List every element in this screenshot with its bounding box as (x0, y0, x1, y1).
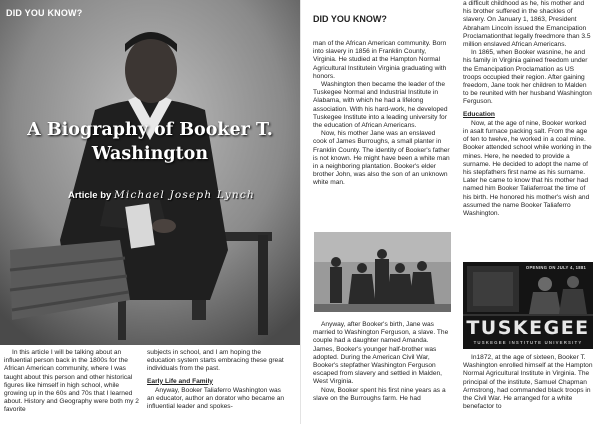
byline (68, 189, 255, 201)
left-column-1 (4, 349, 140, 415)
right-column-2 (463, 0, 593, 218)
did-you-know-kicker: DID YOU KNOW? (6, 8, 83, 18)
paragraph: Now, at the age of nine, Booker worked in asalt furnace packing salt. From the age of ten to twelve, he worked in a coal mine. Booker attended school while working in the mines. Here, he needed to provide a surname. He decided to adopt the name of his stepfathers first name as his surname. Later he came to know that his mother had named him Booker Taliaferroat the time of his birth. He honored his mother's wish and assumed the name Booker Taliaferro Washington. (463, 119, 592, 218)
poster-subtitle: TUSKEGEE INSTITUTE UNIVERSITY (473, 340, 583, 345)
paragraph: a difficult childhood as he, his mother and his brother suffered in the shackles of slavery. On January 1, 1863, President Abraham Lincoln issued the Emancipation Proclamationthat legally freedmore than 3.5 million enslaved African Americans. (463, 0, 591, 49)
title-line-1: A Biography of Booker T. (27, 120, 273, 140)
paragraph: Washington then became the leader of the Tuskegee Normal and Industrial Institute in Alabama, with which he had a lifelong association. With his hard-work, he developed Tuskegee Institute into a leading university for the education of African Americans. (313, 81, 448, 130)
did-you-know-kicker: DID YOU KNOW? (313, 14, 387, 24)
paragraph: Anyway, Booker Taliaferro Washington was an educator, author an dorator who became an influential leader and spokes- (147, 386, 285, 411)
byline-author: Michael Joseph Lynch (113, 189, 255, 201)
portrait-photo (0, 0, 300, 345)
section-heading-early-life: Early Life and Family (147, 377, 213, 385)
poster-title: TUSKEGEE (466, 317, 590, 339)
title-line-2: Washington (91, 144, 209, 164)
paragraph: Now, Booker spent his first nine years as a slave on the Burroughs farm. He had (313, 386, 446, 402)
left-column-2 (147, 349, 286, 411)
paragraph: Anyway, after Booker's birth, Jane was married to Washington Ferguson, a slave. The couple had a daughter named Amanda. James, Booker's younger half-brother was adopted. During the American Civil War, Booker's stepfather Washington Ferguson escaped from slavery and settled in Malden, West Virginia. (313, 321, 449, 386)
paragraph: man of the African American community. Born into slavery in 1856 in Franklin County, Virginia. He studied at the Hampton Normal Agricultural Institutein Virginia graduating with honors. (313, 40, 447, 80)
family-photo-illustration (314, 232, 451, 312)
byline-prefix: Article by (68, 190, 112, 201)
paragraph: Now, his mother Jane was an enslaved cook of James Burroughs, a small planter in Franklin County. The identity of Booker's father is not known. He might have been a white man in a neighboring plantation. Booker's elder brother John, was also the son of an unknown white man. (313, 130, 450, 187)
portrait-illustration (0, 0, 300, 345)
article-title (12, 118, 288, 166)
right-page (300, 0, 600, 424)
paragraph: In this article I will be talking about an influential person back in the 1800s for the African American community, where I was taught about this person and other historical figures like himself in high school, while growing up in the 60s and 70s that I learned about. History and Geography were both my 2 favorite (4, 349, 139, 414)
right-column-1 (313, 40, 451, 188)
right-column-1-continued (313, 321, 451, 403)
paragraph: In 1865, when Booker wasnine, he and his family in Virginia gained freedom under the Emancipation Proclamation as US troops occupied their region. After gaining freedom, Jane took her children to Malden to be reunited with her husband Washington Ferguson. (463, 49, 592, 106)
poster-tagline: OPENING ON JULY 4, 1881 (525, 265, 587, 270)
tuskegee-poster (463, 262, 593, 349)
paragraph: subjects in school, and I am hoping the education system starts embracing these great individuals from the past. (147, 349, 284, 373)
family-photo (314, 232, 451, 312)
section-heading-education: Education (463, 110, 495, 118)
paragraph: In1872, at the age of sixteen, Booker T. Washington enrolled himself at the Hampton Normal Agricultural Institute in Virginia. The principal of the institute, Samuel Chapman Armstrong, had commanded black troops in the Civil War. He arranged for a white benefactor to (463, 354, 593, 411)
right-column-2-continued (463, 354, 593, 411)
